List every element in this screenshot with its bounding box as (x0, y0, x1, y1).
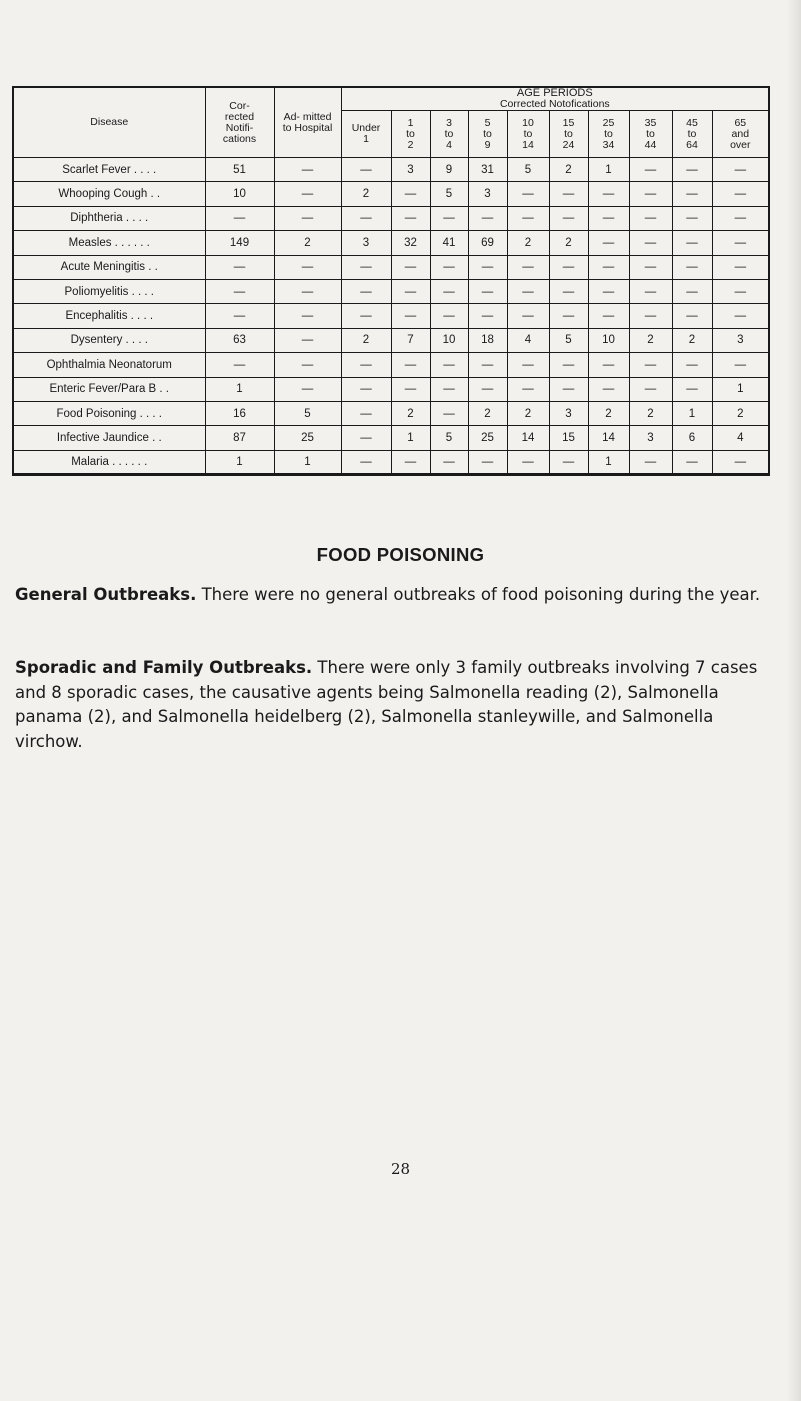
table-row (13, 426, 769, 450)
header-age-band: Under 1 (341, 111, 391, 158)
table-cell: — (629, 279, 672, 303)
table-cell: 1 (391, 426, 430, 450)
table-cell: 4 (712, 426, 769, 450)
table-cell: — (430, 255, 468, 279)
table-cell: 10 (588, 328, 629, 352)
table-cell: — (629, 450, 672, 474)
table-cell: 1 (205, 450, 274, 474)
table-cell: — (712, 255, 769, 279)
table-cell: 10 (205, 182, 274, 206)
table-cell: — (391, 255, 430, 279)
table-cell: — (629, 304, 672, 328)
header-age-band: 10 to 14 (507, 111, 549, 158)
disease-name: Ophthalmia Neonatorum (13, 353, 205, 377)
table-cell: — (629, 206, 672, 230)
table-cell: — (672, 255, 712, 279)
table-cell: 3 (341, 231, 391, 255)
table-cell: 2 (629, 328, 672, 352)
table-cell: 149 (205, 231, 274, 255)
table-cell: — (672, 353, 712, 377)
disease-name: Measles . . . . . . (13, 231, 205, 255)
table-row (13, 231, 769, 255)
table-cell: — (341, 450, 391, 474)
table-cell: 3 (629, 426, 672, 450)
table-row (13, 353, 769, 377)
table-cell: 32 (391, 231, 430, 255)
table-cell: — (629, 353, 672, 377)
table-row (13, 401, 769, 425)
sporadic-outbreaks-label: Sporadic and Family Outbreaks. (15, 658, 313, 677)
table-cell: — (672, 231, 712, 255)
table-cell: — (468, 304, 507, 328)
table-cell: 2 (341, 182, 391, 206)
table-cell: — (341, 353, 391, 377)
table-cell: — (391, 279, 430, 303)
table-cell: — (341, 426, 391, 450)
disease-name: Acute Meningitis . . (13, 255, 205, 279)
table-cell: 1 (712, 377, 769, 401)
table-cell: — (549, 353, 588, 377)
table-cell: 2 (549, 231, 588, 255)
table-cell: — (468, 279, 507, 303)
table-cell: — (430, 450, 468, 474)
table-cell: 2 (507, 401, 549, 425)
table-cell: — (430, 401, 468, 425)
table-cell: — (588, 279, 629, 303)
table-cell: 25 (468, 426, 507, 450)
sporadic-outbreaks-paragraph (15, 656, 785, 754)
header-corrected-notifications: Cor- rected Notifi- cations (205, 87, 274, 158)
disease-name: Infective Jaundice . . (13, 426, 205, 450)
table-cell: 51 (205, 158, 274, 182)
table-cell: — (430, 279, 468, 303)
page-number: 28 (390, 1160, 411, 1178)
header-age-band: 3 to 4 (430, 111, 468, 158)
table-cell: — (629, 377, 672, 401)
table-cell: — (672, 182, 712, 206)
table-cell: 1 (274, 450, 341, 474)
disease-name: Food Poisoning . . . . (13, 401, 205, 425)
table-cell: 63 (205, 328, 274, 352)
table-cell: — (629, 231, 672, 255)
table-row (13, 328, 769, 352)
table-row (13, 279, 769, 303)
table-cell: 7 (391, 328, 430, 352)
table-cell: 2 (507, 231, 549, 255)
table-cell: 18 (468, 328, 507, 352)
table-cell: — (274, 255, 341, 279)
table-row (13, 182, 769, 206)
table-cell: 3 (549, 401, 588, 425)
table-row (13, 377, 769, 401)
table-cell: — (588, 182, 629, 206)
table-cell: — (391, 304, 430, 328)
table-cell: 2 (588, 401, 629, 425)
table-cell: — (588, 255, 629, 279)
table-cell: — (468, 377, 507, 401)
table-cell: — (549, 255, 588, 279)
general-outbreaks-label: General Outbreaks. (15, 585, 197, 604)
table-cell: — (274, 377, 341, 401)
header-age-band: 15 to 24 (549, 111, 588, 158)
table-cell: — (341, 304, 391, 328)
header-disease: Disease (13, 87, 205, 158)
table-cell: — (507, 377, 549, 401)
table-cell: 25 (274, 426, 341, 450)
table-cell: 1 (588, 158, 629, 182)
disease-name: Encephalitis . . . . (13, 304, 205, 328)
table-cell: 15 (549, 426, 588, 450)
disease-name: Enteric Fever/Para B . . (13, 377, 205, 401)
table-cell: 2 (629, 401, 672, 425)
sporadic-outbreaks-text: There were only 3 family outbreaks involving 7 cases and 8 sporadic cases, the causative agents being Salmonella reading (2), Salmonella panama (2), and Salmonella heidelberg (2), Salmonella stanleywille, and Salmonella virchow. (15, 658, 758, 751)
table-cell: — (549, 182, 588, 206)
table-cell: — (629, 182, 672, 206)
table-cell: — (391, 182, 430, 206)
table-cell: — (549, 279, 588, 303)
header-age-band: 45 to 64 (672, 111, 712, 158)
table-cell: — (588, 206, 629, 230)
table-cell: 4 (507, 328, 549, 352)
table-cell: — (274, 182, 341, 206)
table-cell: — (430, 206, 468, 230)
table-cell: — (507, 353, 549, 377)
table-cell: — (672, 377, 712, 401)
table-cell: 2 (712, 401, 769, 425)
table-cell: — (341, 255, 391, 279)
table-cell: — (391, 377, 430, 401)
table-cell: — (672, 304, 712, 328)
table-cell: 14 (507, 426, 549, 450)
table-cell: 5 (274, 401, 341, 425)
table-cell: — (507, 182, 549, 206)
table-cell: 2 (672, 328, 712, 352)
table-cell: — (430, 353, 468, 377)
table-cell: 31 (468, 158, 507, 182)
table-cell: — (274, 304, 341, 328)
table-cell: — (205, 255, 274, 279)
table-cell: 69 (468, 231, 507, 255)
table-row (13, 255, 769, 279)
table-cell: — (468, 353, 507, 377)
table-cell: — (712, 304, 769, 328)
table-cell: — (507, 255, 549, 279)
notifications-table (12, 86, 770, 476)
header-admitted-to-hospital: Ad- mitted to Hospital (274, 87, 341, 158)
table-row (13, 206, 769, 230)
page-edge-shadow (787, 0, 801, 1401)
table-cell: 87 (205, 426, 274, 450)
table-cell: — (712, 279, 769, 303)
table-cell: — (205, 279, 274, 303)
table-cell: 3 (468, 182, 507, 206)
table-cell: — (468, 206, 507, 230)
table-cell: — (205, 353, 274, 377)
table-cell: 14 (588, 426, 629, 450)
table-cell: — (588, 231, 629, 255)
header-age-band: 5 to 9 (468, 111, 507, 158)
table-cell: — (507, 279, 549, 303)
table-cell: — (629, 255, 672, 279)
header-age-band: 1 to 2 (391, 111, 430, 158)
table-cell: — (274, 328, 341, 352)
table-cell: — (672, 279, 712, 303)
table-cell: — (712, 353, 769, 377)
table-cell: — (205, 304, 274, 328)
table-cell: 3 (391, 158, 430, 182)
table-cell: 2 (391, 401, 430, 425)
table-cell: 2 (341, 328, 391, 352)
table-cell: 3 (712, 328, 769, 352)
section-heading: FOOD POISONING (316, 544, 485, 565)
table-cell: — (549, 377, 588, 401)
disease-name: Poliomyelitis . . . . (13, 279, 205, 303)
table-cell: — (712, 231, 769, 255)
table-cell: — (205, 206, 274, 230)
disease-name: Whooping Cough . . (13, 182, 205, 206)
table-cell: — (274, 206, 341, 230)
table-cell: 2 (274, 231, 341, 255)
table-cell: — (274, 353, 341, 377)
general-outbreaks-paragraph (15, 583, 785, 608)
table-cell: — (549, 304, 588, 328)
header-age-band: 35 to 44 (629, 111, 672, 158)
table-cell: — (341, 401, 391, 425)
table-cell: 9 (430, 158, 468, 182)
table-cell: 5 (430, 182, 468, 206)
table-cell: — (712, 206, 769, 230)
table-cell: — (468, 255, 507, 279)
table-cell: — (712, 450, 769, 474)
table-cell: — (549, 206, 588, 230)
table-cell: 2 (468, 401, 507, 425)
table-cell: 6 (672, 426, 712, 450)
table-cell: — (391, 206, 430, 230)
table-row (13, 450, 769, 474)
table-cell: — (430, 377, 468, 401)
header-age-band: 25 to 34 (588, 111, 629, 158)
table-cell: — (588, 304, 629, 328)
table-cell: — (341, 377, 391, 401)
table-cell: 5 (507, 158, 549, 182)
table-cell: 16 (205, 401, 274, 425)
table-cell: — (629, 158, 672, 182)
age-periods-title: AGE PERIODS (516, 87, 593, 99)
table-cell: — (672, 206, 712, 230)
table-cell: — (274, 279, 341, 303)
table-cell: 5 (430, 426, 468, 450)
table-cell: — (391, 353, 430, 377)
disease-name: Malaria . . . . . . (13, 450, 205, 474)
table-cell: — (588, 353, 629, 377)
table-row (13, 158, 769, 182)
table-cell: — (549, 450, 588, 474)
table-cell: 5 (549, 328, 588, 352)
table-cell: 1 (205, 377, 274, 401)
header-age-periods (341, 87, 769, 111)
table-cell: — (341, 279, 391, 303)
general-outbreaks-text: There were no general outbreaks of food poisoning during the year. (196, 585, 761, 604)
table-cell: — (430, 304, 468, 328)
disease-name: Dysentery . . . . (13, 328, 205, 352)
table-cell: — (712, 182, 769, 206)
table-cell: — (341, 206, 391, 230)
table-cell: 2 (549, 158, 588, 182)
table-row (13, 304, 769, 328)
table-cell: — (507, 304, 549, 328)
table-cell: 10 (430, 328, 468, 352)
age-periods-subtitle: Corrected Notofications (499, 98, 610, 110)
table-cell: — (341, 158, 391, 182)
disease-name: Diphtheria . . . . (13, 206, 205, 230)
table-cell: — (274, 158, 341, 182)
table-cell: — (672, 450, 712, 474)
table-cell: — (588, 377, 629, 401)
table-cell: — (712, 158, 769, 182)
table-cell: 41 (430, 231, 468, 255)
table-cell: — (507, 206, 549, 230)
table-cell: — (507, 450, 549, 474)
table-cell: — (391, 450, 430, 474)
table-cell: — (468, 450, 507, 474)
table-cell: — (672, 158, 712, 182)
table-cell: 1 (672, 401, 712, 425)
header-age-band: 65 and over (712, 111, 769, 158)
table-cell: 1 (588, 450, 629, 474)
disease-name: Scarlet Fever . . . . (13, 158, 205, 182)
